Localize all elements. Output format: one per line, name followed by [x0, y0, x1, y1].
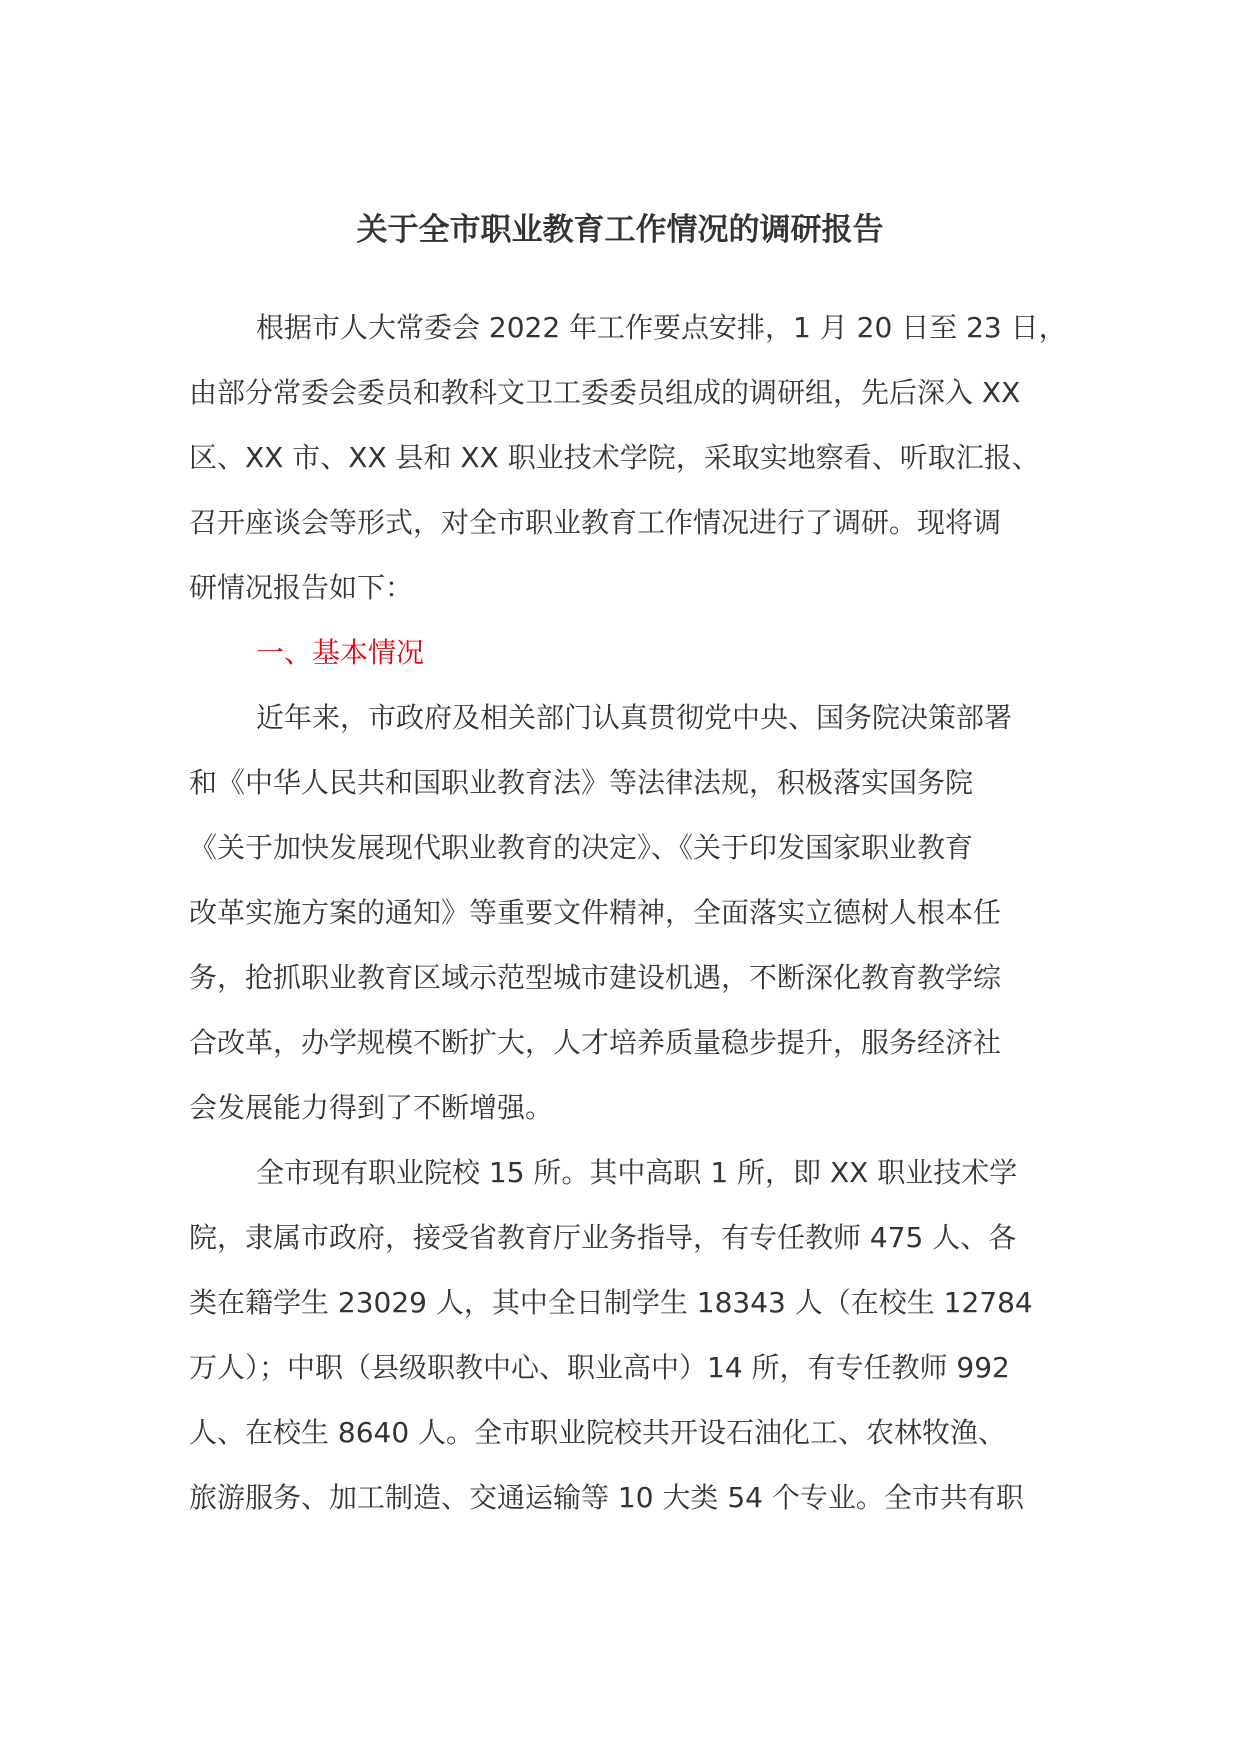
- paragraph-2-line-2: 和《中华人民共和国职业教育法》等法律法规，积极落实国务院: [189, 766, 974, 799]
- paragraph-3-line-4: 万人）；中职（县级职教中心、职业高中）14 所，有专任教师 992: [189, 1351, 1010, 1384]
- paragraph-2-line-3: 《关于加快发展现代职业教育的决定》、《关于印发国家职业教育: [189, 831, 974, 864]
- document-title: 关于全市职业教育工作情况的调研报告: [356, 212, 884, 248]
- paragraph-2-line-7: 会发展能力得到了不断增强。: [189, 1091, 554, 1124]
- paragraph-3-line-6: 旅游服务、加工制造、交通运输等 10 大类 54 个专业。全市共有职: [189, 1481, 1024, 1514]
- section-heading-basic-situation: 一、基本情况: [256, 636, 425, 669]
- paragraph-3-line-1: 全市现有职业院校 15 所。其中高职 1 所，即 XX 职业技术学: [256, 1156, 1018, 1189]
- paragraph-1-line-3: 区、XX 市、XX 县和 XX 职业技术学院，采取实地察看、听取汇报、: [189, 441, 1040, 474]
- paragraph-2-line-5: 务，抢抓职业教育区域示范型城市建设机遇，不断深化教育教学综: [189, 961, 1002, 994]
- paragraph-2-line-1: 近年来，市政府及相关部门认真贯彻党中央、国务院决策部署: [256, 701, 1013, 734]
- paragraph-1-line-1: 根据市人大常委会 2022 年工作要点安排，1 月 20 日至 23 日，: [256, 311, 1067, 344]
- paragraph-2-line-4: 改革实施方案的通知》等重要文件精神，全面落实立德树人根本任: [189, 896, 1002, 929]
- paragraph-3-line-5: 人、在校生 8640 人。全市职业院校共开设石油化工、农林牧渔、: [189, 1416, 1007, 1449]
- paragraph-3-line-3: 类在籍学生 23029 人，其中全日制学生 18343 人（在校生 12784: [189, 1286, 1033, 1319]
- paragraph-1-line-5: 研情况报告如下：: [189, 571, 414, 604]
- paragraph-2-line-6: 合改革，办学规模不断扩大，人才培养质量稳步提升，服务经济社: [189, 1026, 1002, 1059]
- paragraph-3-line-2: 院，隶属市政府，接受省教育厅业务指导，有专任教师 475 人、各: [189, 1221, 1017, 1254]
- paragraph-1-line-2: 由部分常委会委员和教科文卫工委委员组成的调研组，先后深入 XX: [189, 376, 1021, 409]
- paragraph-1-line-4: 召开座谈会等形式，对全市职业教育工作情况进行了调研。现将调: [189, 506, 1002, 539]
